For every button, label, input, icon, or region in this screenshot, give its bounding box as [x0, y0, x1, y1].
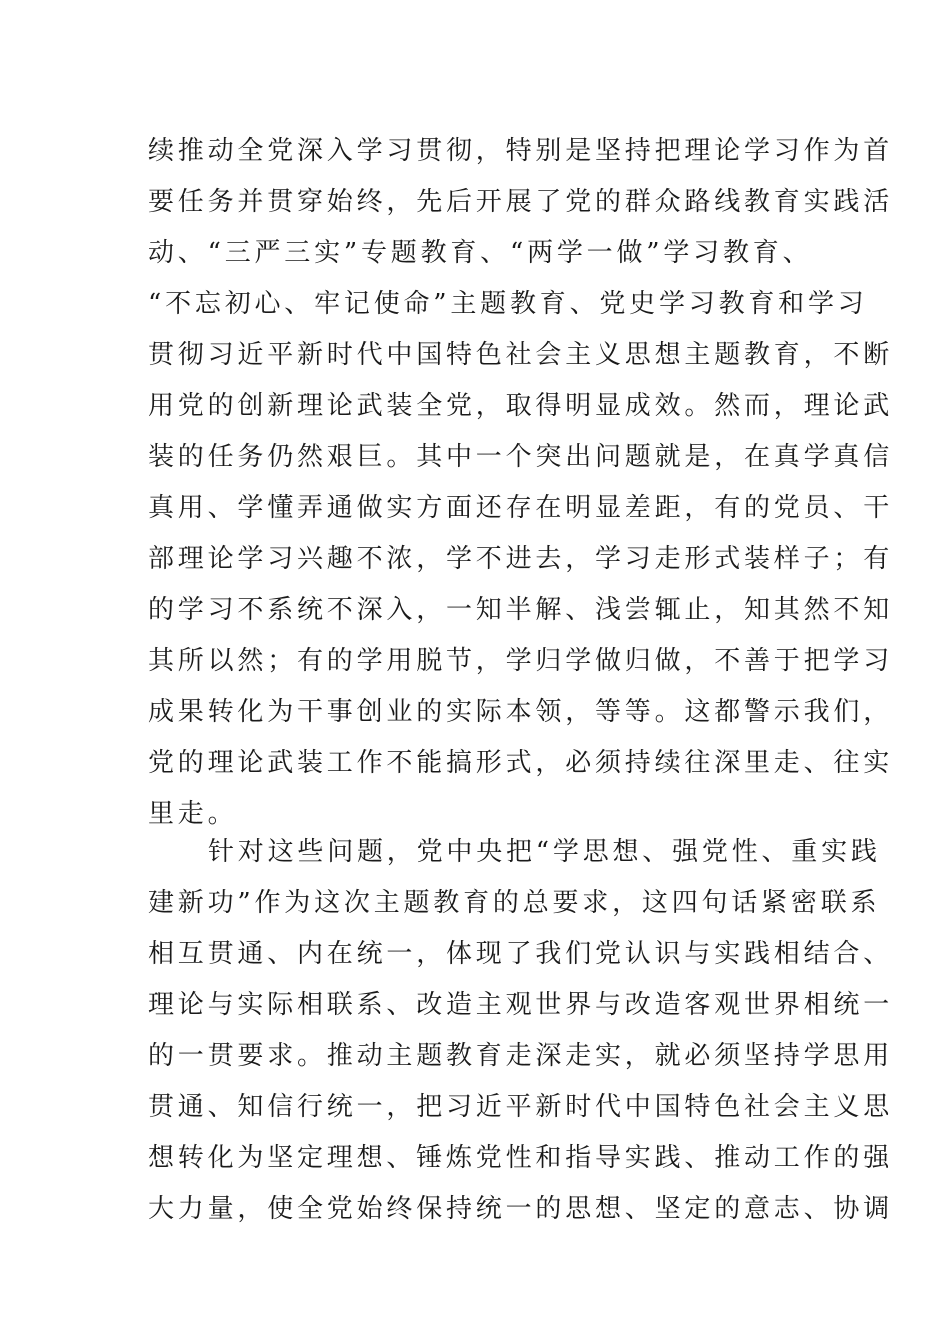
paragraph-1-line: 成果转化为干事创业的实际本领，等等。这都警示我们， [148, 697, 894, 727]
paragraph-1-line: 要任务并贯穿始终，先后开展了党的群众路线教育实践活 [148, 187, 894, 217]
paragraph-1-line: 用党的创新理论武装全党，取得明显成效。然而，理论武 [148, 391, 894, 421]
paragraph-1-line: 其所以然；有的学用脱节，学归学做归做，不善于把学习 [148, 646, 894, 676]
paragraph-2 [148, 827, 894, 1235]
paragraph-1 [148, 126, 894, 840]
paragraph-2-line: 建新功”作为这次主题教育的总要求，这四句话紧密联系 [148, 888, 881, 918]
paragraph-2-line: 理论与实际相联系、改造主观世界与改造客观世界相统一 [148, 990, 894, 1020]
paragraph-1-line: 真用、学懂弄通做实方面还存在明显差距，有的党员、干 [148, 493, 894, 523]
paragraph-1-line: 里走。 [148, 799, 238, 829]
paragraph-1-line: 装的任务仍然艰巨。其中一个突出问题就是，在真学真信 [148, 442, 894, 472]
paragraph-1-line: 部理论学习兴趣不浓，学不进去，学习走形式装样子；有 [148, 544, 894, 574]
paragraph-1-line: 党的理论武装工作不能搞形式，必须持续往深里走、往实 [148, 748, 894, 778]
paragraph-1-line: 续推动全党深入学习贯彻，特别是坚持把理论学习作为首 [148, 136, 894, 166]
paragraph-2-line: 针对这些问题，党中央把“学思想、强党性、重实践 [208, 837, 881, 867]
paragraph-1-line: 的学习不系统不深入，一知半解、浅尝辄止，知其然不知 [148, 595, 894, 625]
paragraph-2-line: 大力量，使全党始终保持统一的思想、坚定的意志、协调 [148, 1194, 894, 1224]
paragraph-2-line: 相互贯通、内在统一，体现了我们党认识与实践相结合、 [148, 939, 894, 969]
paragraph-2-line: 贯通、知信行统一，把习近平新时代中国特色社会主义思 [148, 1092, 894, 1122]
paragraph-2-line: 的一贯要求。推动主题教育走深走实，就必须坚持学思用 [148, 1041, 894, 1071]
paragraph-1-line: 贯彻习近平新时代中国特色社会主义思想主题教育，不断 [148, 340, 894, 370]
paragraph-1-line: “不忘初心、牢记使命”主题教育、党史学习教育和学习 [148, 289, 868, 319]
paragraph-2-line: 想转化为坚定理想、锤炼党性和指导实践、推动工作的强 [148, 1143, 894, 1173]
paragraph-1-line: 动、“三严三实”专题教育、“两学一做”学习教育、 [148, 238, 813, 268]
